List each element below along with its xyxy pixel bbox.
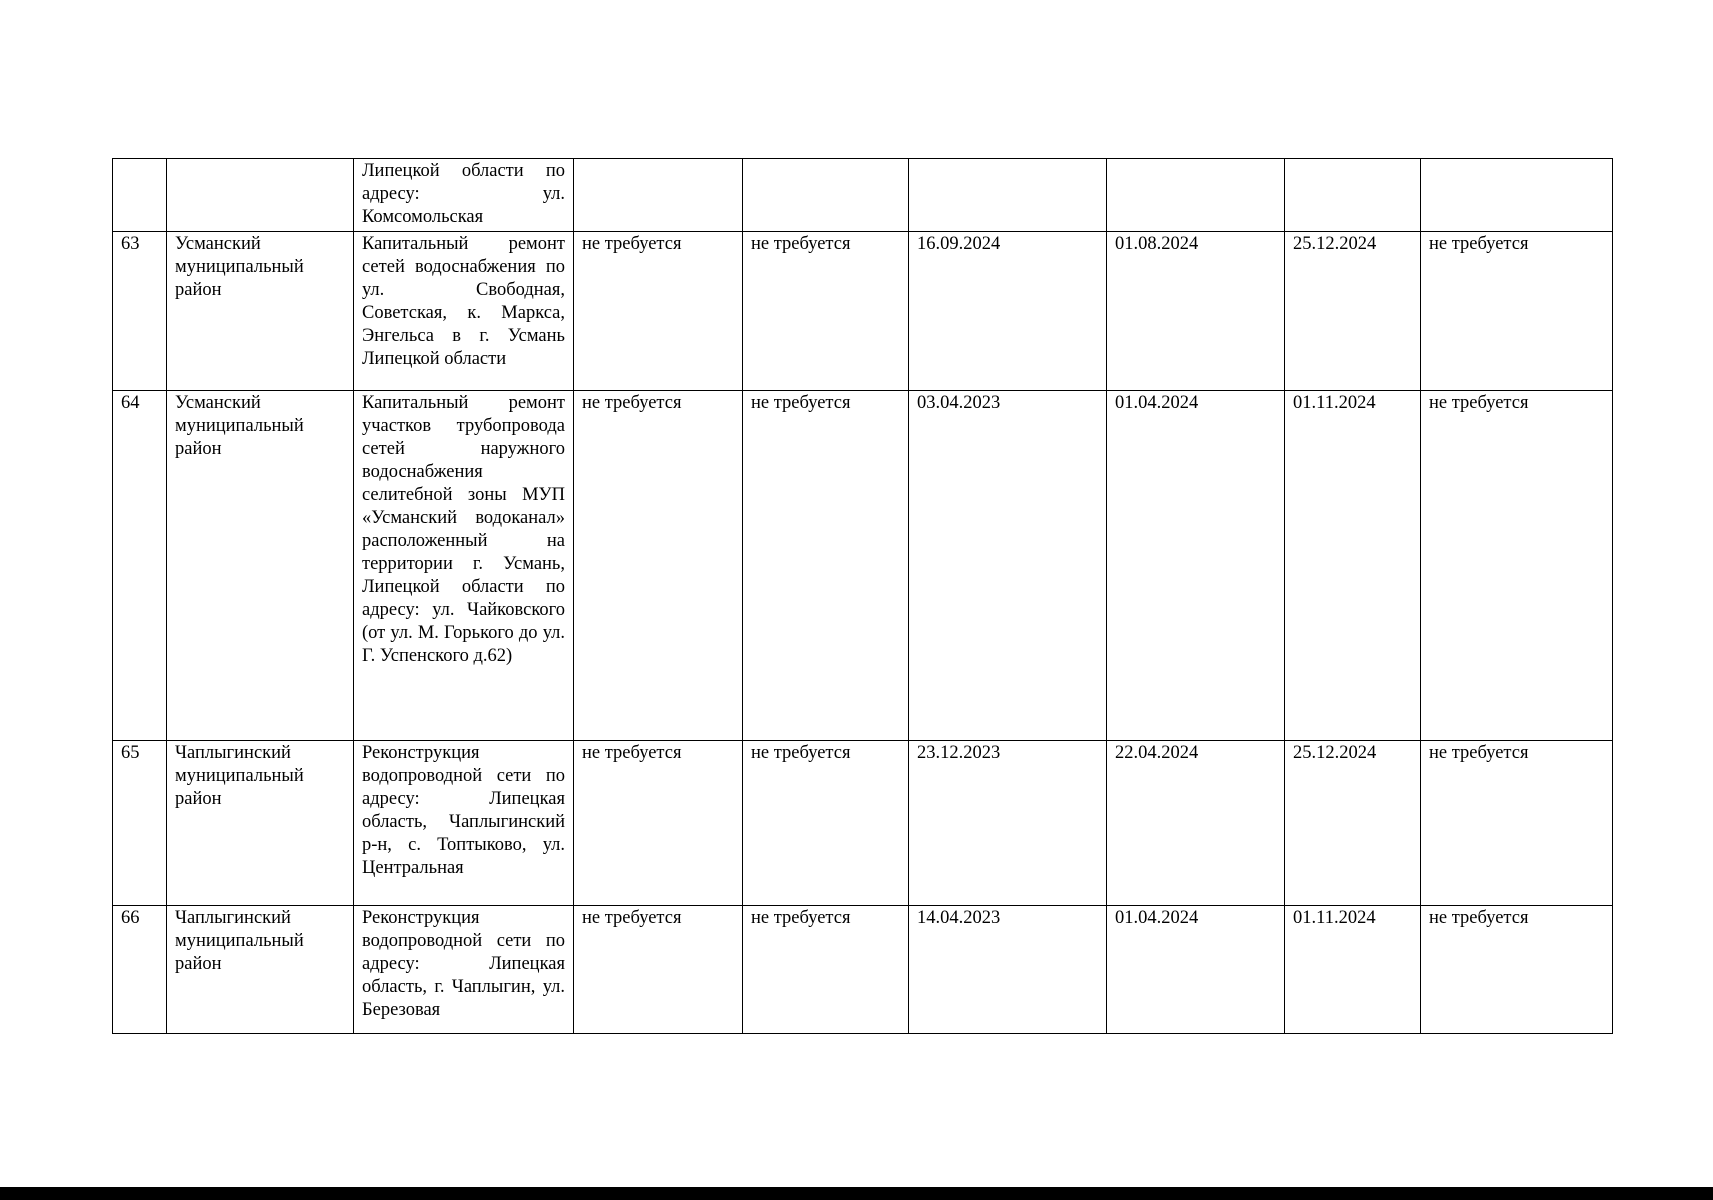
cell-date1: 03.04.2023 (909, 391, 1107, 741)
cell-col9: не требуется (1421, 391, 1613, 741)
cell-district: Чаплыгинский муниципальный район (167, 741, 354, 906)
cell-description: Капитальный ремонт сетей водоснабжения по ул. Свободная, Советская, к. Маркса, Энгельса в г. Усмань Липецкой области (354, 232, 574, 391)
cell-date1: 16.09.2024 (909, 232, 1107, 391)
cell-col9 (1421, 159, 1613, 232)
cell-date2: 01.04.2024 (1107, 906, 1285, 1034)
cell-description: Капитальный ремонт участков трубопровода сетей наружного водоснабжения селитебной зоны МУП «Усманский водоканал» расположенный на территории г. Усмань, Липецкой области по адресу: ул. Чайковского (от ул. М. Горького до ул. Г. Успенского д.62) (354, 391, 574, 741)
cell-district (167, 159, 354, 232)
cell-col4 (574, 159, 743, 232)
cell-col9: не требуется (1421, 906, 1613, 1034)
cell-col5: не требуется (743, 232, 909, 391)
cell-col4: не требуется (574, 906, 743, 1034)
cell-col4: не требуется (574, 391, 743, 741)
cell-district: Усманский муниципальный район (167, 232, 354, 391)
cell-date2: 22.04.2024 (1107, 741, 1285, 906)
cell-date2: 01.04.2024 (1107, 391, 1285, 741)
cell-num (113, 159, 167, 232)
cell-date2: 01.08.2024 (1107, 232, 1285, 391)
cell-date3: 25.12.2024 (1285, 741, 1421, 906)
table-row (113, 741, 1613, 906)
cell-col5: не требуется (743, 391, 909, 741)
cell-date1: 14.04.2023 (909, 906, 1107, 1034)
scan-bottom-edge (0, 1187, 1713, 1200)
table-row-continued (113, 159, 1613, 232)
cell-district: Усманский муниципальный район (167, 391, 354, 741)
cell-date1: 23.12.2023 (909, 741, 1107, 906)
cell-date3 (1285, 159, 1421, 232)
cell-date3: 25.12.2024 (1285, 232, 1421, 391)
cell-col5: не требуется (743, 906, 909, 1034)
cell-num: 65 (113, 741, 167, 906)
cell-col5: не требуется (743, 741, 909, 906)
cell-description: Реконструкция водопроводной сети по адресу: Липецкая область, г. Чаплыгин, ул. Березовая (354, 906, 574, 1034)
cell-col4: не требуется (574, 741, 743, 906)
cell-col4: не требуется (574, 232, 743, 391)
cell-col9: не требуется (1421, 232, 1613, 391)
cell-description: Реконструкция водопроводной сети по адресу: Липецкая область, Чаплыгинский р-н, с. Топтыково, ул. Центральная (354, 741, 574, 906)
cell-district: Чаплыгинский муниципальный район (167, 906, 354, 1034)
projects-table (112, 158, 1613, 1034)
cell-description: Липецкой области по адресу: ул. Комсомольская (354, 159, 574, 232)
cell-date2 (1107, 159, 1285, 232)
cell-num: 63 (113, 232, 167, 391)
table-row (113, 391, 1613, 741)
cell-col5 (743, 159, 909, 232)
table-row (113, 232, 1613, 391)
cell-date1 (909, 159, 1107, 232)
cell-num: 64 (113, 391, 167, 741)
cell-date3: 01.11.2024 (1285, 391, 1421, 741)
cell-num: 66 (113, 906, 167, 1034)
cell-col9: не требуется (1421, 741, 1613, 906)
table-row (113, 906, 1613, 1034)
cell-date3: 01.11.2024 (1285, 906, 1421, 1034)
